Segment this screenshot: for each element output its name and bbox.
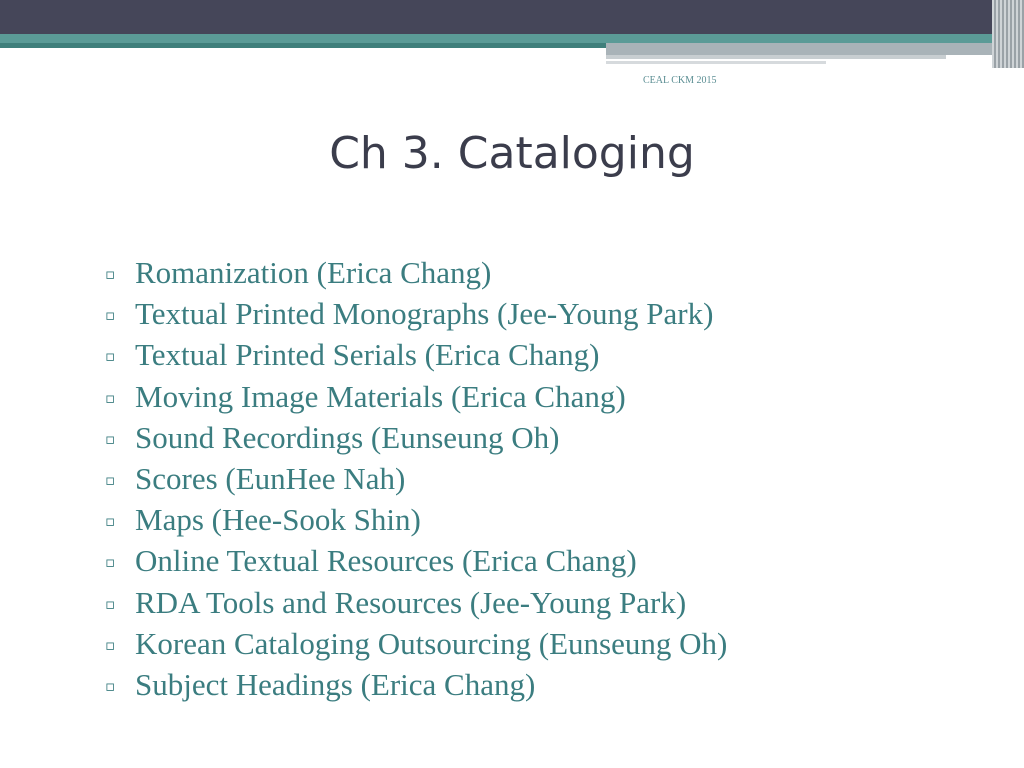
list-item-label: Textual Printed Monographs (Jee-Young Park)	[135, 296, 714, 332]
list-item	[105, 379, 727, 420]
bullet-icon: ▫	[105, 388, 116, 407]
bullet-list	[105, 255, 727, 708]
bullet-icon: ▫	[105, 306, 116, 325]
list-item-label: Maps (Hee-Sook Shin)	[135, 502, 421, 538]
header-stripes-decoration	[992, 0, 1024, 68]
bullet-icon: ▫	[105, 594, 116, 613]
slide-title: Ch 3. Cataloging	[329, 128, 695, 179]
list-item-label: Online Textual Resources (Erica Chang)	[135, 543, 637, 579]
bullet-icon: ▫	[105, 676, 116, 695]
bullet-icon: ▫	[105, 553, 116, 572]
list-item-label: Sound Recordings (Eunseung Oh)	[135, 419, 560, 455]
bullet-icon: ▫	[105, 470, 116, 489]
list-item	[105, 543, 727, 584]
list-item	[105, 296, 727, 337]
bullet-icon: ▫	[105, 635, 116, 654]
list-item	[105, 667, 727, 708]
header-banner-teal	[0, 34, 1024, 43]
list-item	[105, 255, 727, 296]
bullet-icon: ▫	[105, 265, 116, 283]
list-item-label: RDA Tools and Resources (Jee-Young Park)	[135, 584, 687, 620]
list-item-label: Moving Image Materials (Erica Chang)	[135, 378, 626, 414]
list-item-label: Textual Printed Serials (Erica Chang)	[135, 337, 600, 373]
conference-note: CEAL CKM 2015	[643, 75, 717, 86]
list-item-label: Scores (EunHee Nah)	[135, 460, 406, 496]
header-banner-line	[606, 55, 946, 59]
list-item	[105, 626, 727, 667]
bullet-icon: ▫	[105, 347, 116, 366]
list-item	[105, 337, 727, 378]
header-banner-dark	[0, 0, 1024, 34]
list-item	[105, 502, 727, 543]
list-item	[105, 585, 727, 626]
list-item	[105, 420, 727, 461]
list-item-label: Romanization (Erica Chang)	[135, 255, 492, 290]
header-banner-line-2	[606, 61, 826, 64]
list-item-label: Korean Cataloging Outsourcing (Eunseung Oh)	[135, 625, 728, 661]
bullet-icon: ▫	[105, 512, 116, 531]
header-banner-grey	[606, 43, 1024, 55]
list-item	[105, 461, 727, 502]
header-banner-accent	[0, 43, 606, 48]
bullet-icon: ▫	[105, 429, 116, 448]
list-item-label: Subject Headings (Erica Chang)	[135, 666, 536, 702]
